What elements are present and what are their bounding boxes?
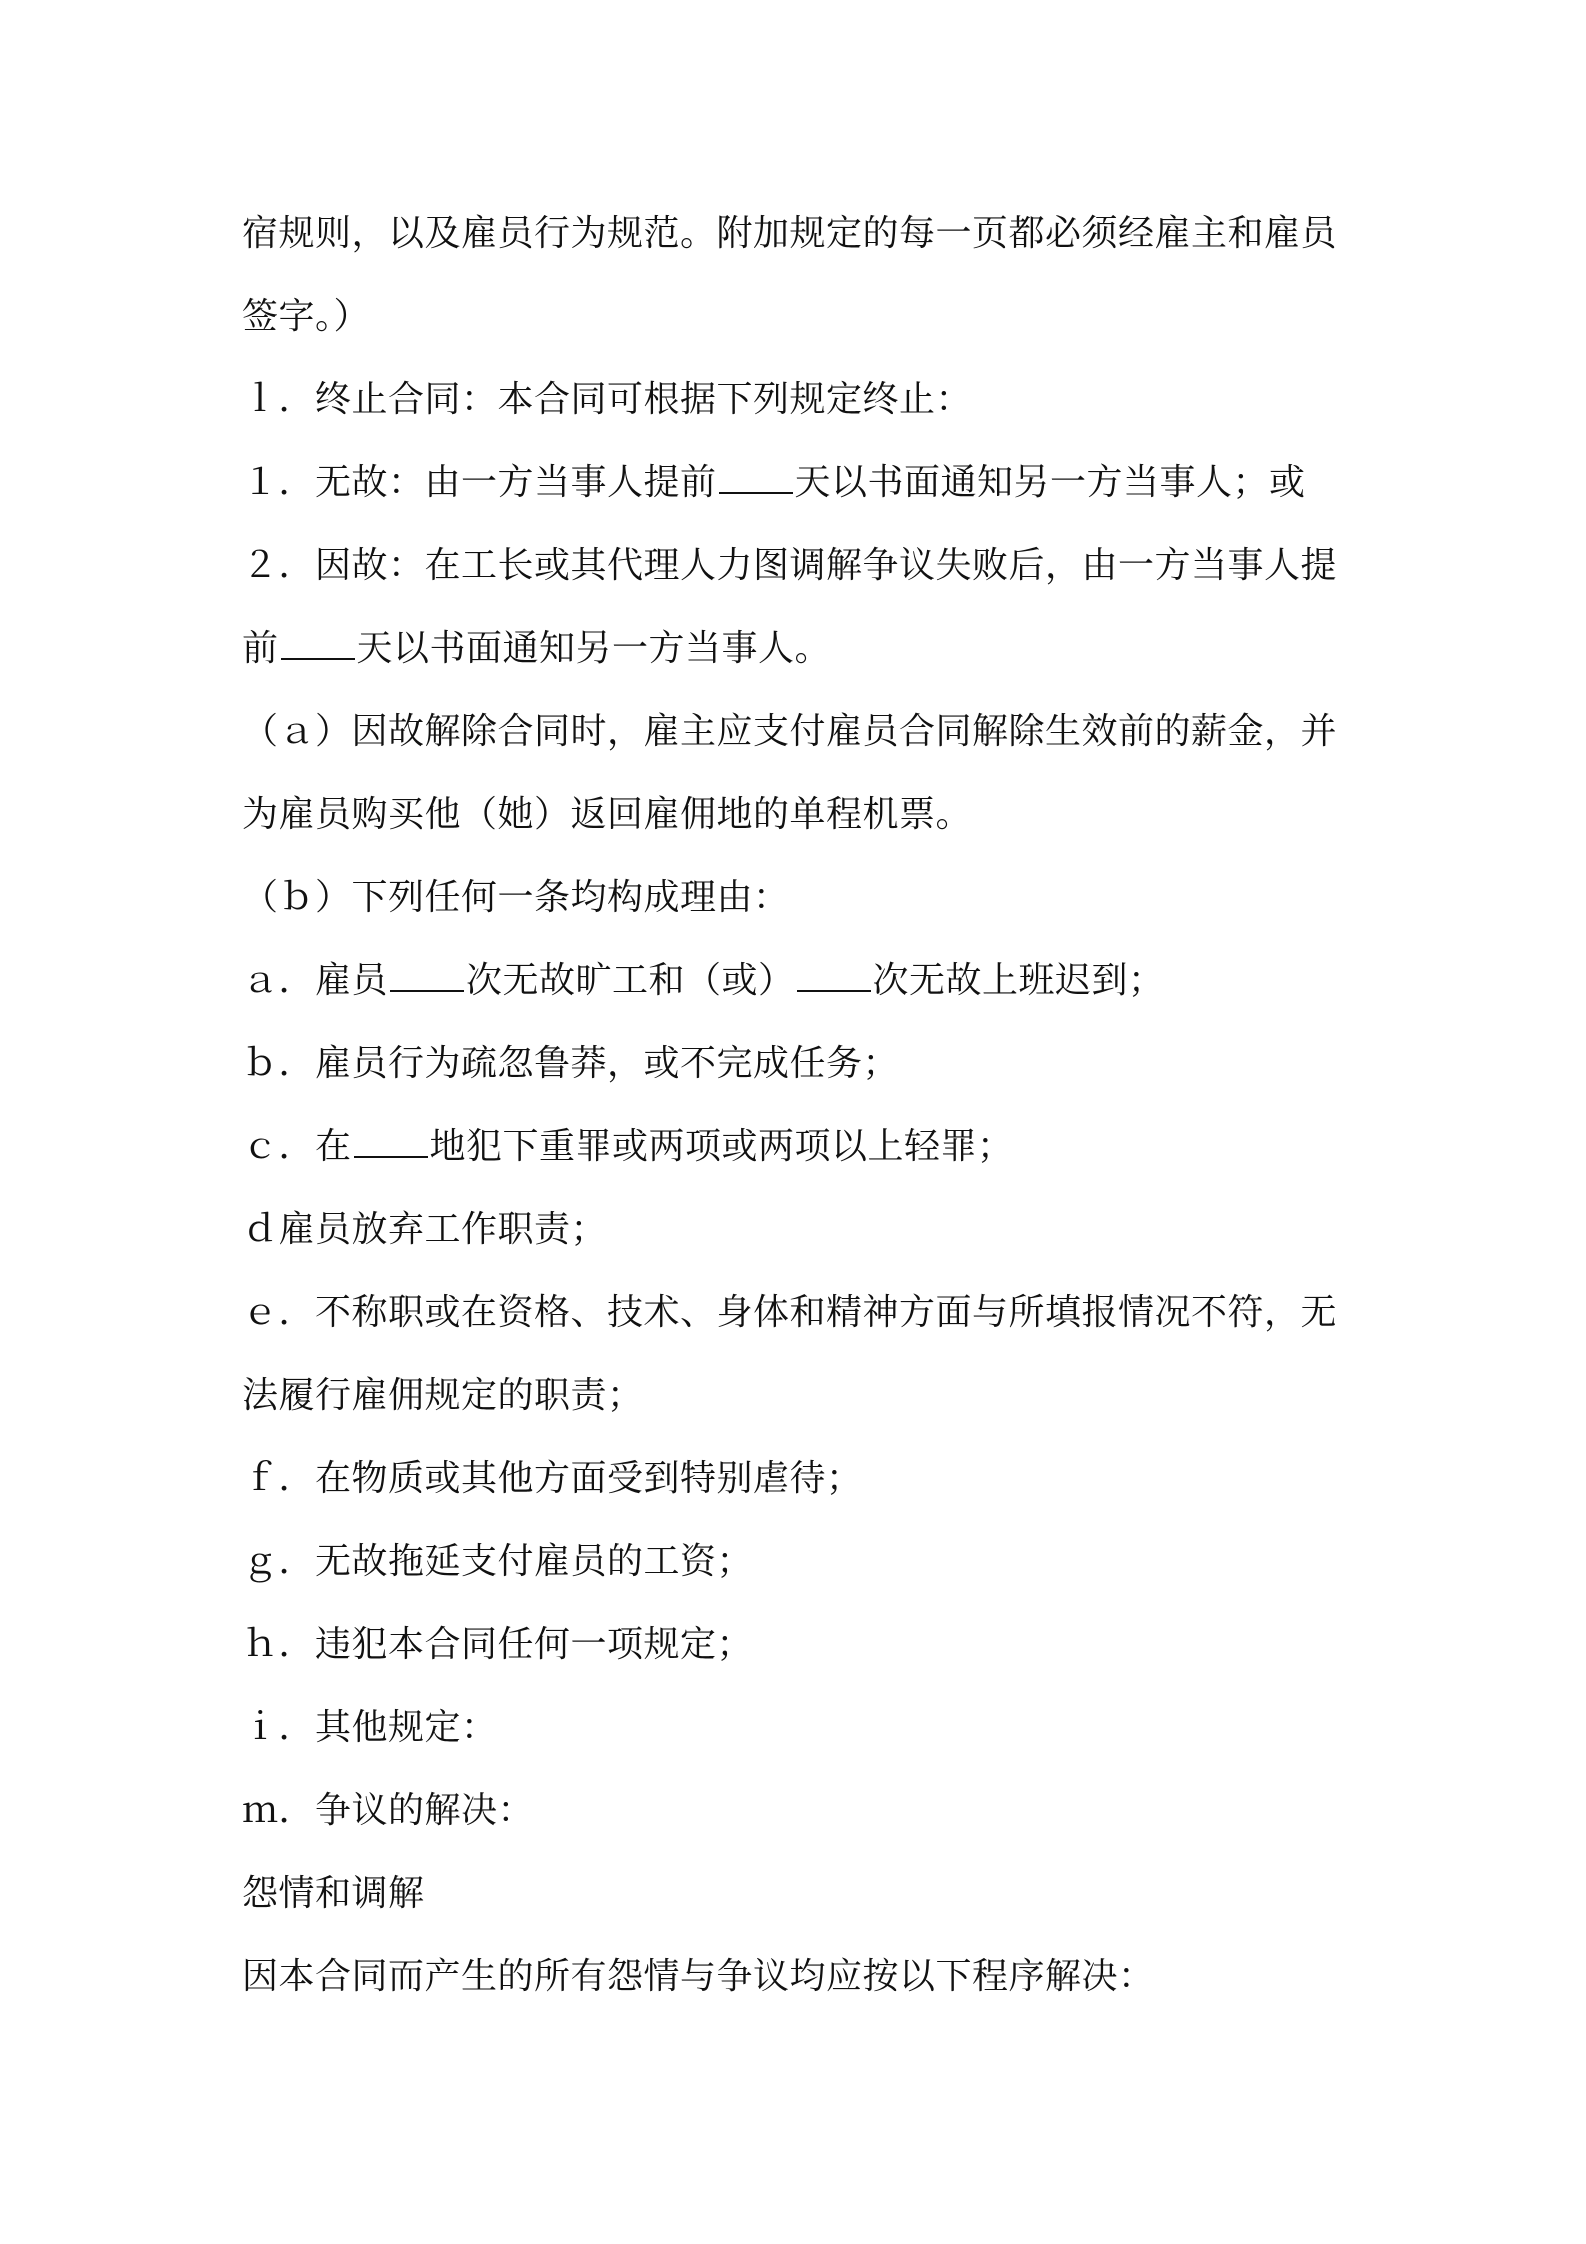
- line-text: 宿规则，以及雇员行为规范。附加规定的每一页都必须经雇主和雇员: [242, 213, 1338, 254]
- line-text: 为雇员购买他（她）返回雇佣地的单程机票。: [242, 794, 973, 835]
- item-f-mistreatment: [242, 1437, 1362, 1520]
- line-text: 天以书面通知另一方当事人；或: [794, 462, 1306, 503]
- fill-in-blank: [354, 1126, 428, 1158]
- line-text: 法履行雇佣规定的职责；: [242, 1375, 644, 1416]
- fill-in-blank: [719, 462, 793, 494]
- clause-l-termination: [242, 358, 1362, 441]
- text-line-8: [242, 773, 1362, 856]
- line-text: 前: [242, 628, 279, 669]
- line-text: ｉ．其他规定：: [242, 1707, 498, 1748]
- line-text: 地犯下重罪或两项或两项以上轻罪；: [429, 1126, 1014, 1167]
- section-heading-grievance: [242, 1852, 1362, 1935]
- line-text: （ｂ）下列任何一条均构成理由：: [242, 877, 790, 918]
- line-text: ｈ．违犯本合同任何一项规定；: [242, 1624, 754, 1665]
- item-c-crime: [242, 1105, 1362, 1188]
- line-text: ｃ．在: [242, 1126, 352, 1167]
- line-text: 次无故上班迟到；: [872, 960, 1165, 1001]
- line-text: ｍ．争议的解决：: [242, 1790, 535, 1831]
- line-text: ｂ．雇员行为疏忽鲁莽，或不完成任务；: [242, 1043, 900, 1084]
- line-text: ｅ．不称职或在资格、技术、身体和精神方面与所填报情况不符，无: [242, 1292, 1338, 1333]
- item-g-wage-delay: [242, 1520, 1362, 1603]
- fill-in-blank: [797, 960, 871, 992]
- line-text: ｇ．无故拖延支付雇员的工资；: [242, 1541, 754, 1582]
- line-text: ｆ．在物质或其他方面受到特别虐待；: [242, 1458, 863, 1499]
- fill-in-blank: [281, 628, 355, 660]
- item-e-incompetence: [242, 1271, 1362, 1354]
- text-line-15: [242, 1354, 1362, 1437]
- item-i-other: [242, 1686, 1362, 1769]
- clause-a-payment: [242, 690, 1362, 773]
- clause-b-reasons: [242, 856, 1362, 939]
- line-text: 签字。）: [242, 296, 371, 337]
- line-text: １．无故：由一方当事人提前: [242, 462, 717, 503]
- document-body: [242, 192, 1362, 2018]
- line-text: 因本合同而产生的所有怨情与争议均应按以下程序解决：: [242, 1956, 1155, 1997]
- item-a-absence: [242, 939, 1362, 1022]
- clause-1-without-cause: [242, 441, 1362, 524]
- text-line-22: [242, 1935, 1362, 2018]
- line-text: ｌ．终止合同：本合同可根据下列规定终止：: [242, 379, 973, 420]
- item-d-abandon: [242, 1188, 1362, 1271]
- line-text: （ａ）因故解除合同时，雇主应支付雇员合同解除生效前的薪金，并: [242, 711, 1338, 752]
- text-line-2: [242, 275, 1362, 358]
- line-text: 怨情和调解: [242, 1873, 425, 1914]
- clause-2-with-cause: [242, 524, 1362, 607]
- text-line-1: [242, 192, 1362, 275]
- item-h-violation: [242, 1603, 1362, 1686]
- item-b-negligence: [242, 1022, 1362, 1105]
- clause-m-dispute: [242, 1769, 1362, 1852]
- line-text: 次无故旷工和（或）: [466, 960, 795, 1001]
- text-line-6: [242, 607, 1362, 690]
- line-text: ２．因故：在工长或其代理人力图调解争议失败后，由一方当事人提: [242, 545, 1338, 586]
- line-text: ａ．雇员: [242, 960, 389, 1001]
- line-text: 天以书面通知另一方当事人。: [356, 628, 832, 669]
- line-text: ｄ雇员放弃工作职责；: [242, 1209, 608, 1250]
- fill-in-blank: [390, 960, 464, 992]
